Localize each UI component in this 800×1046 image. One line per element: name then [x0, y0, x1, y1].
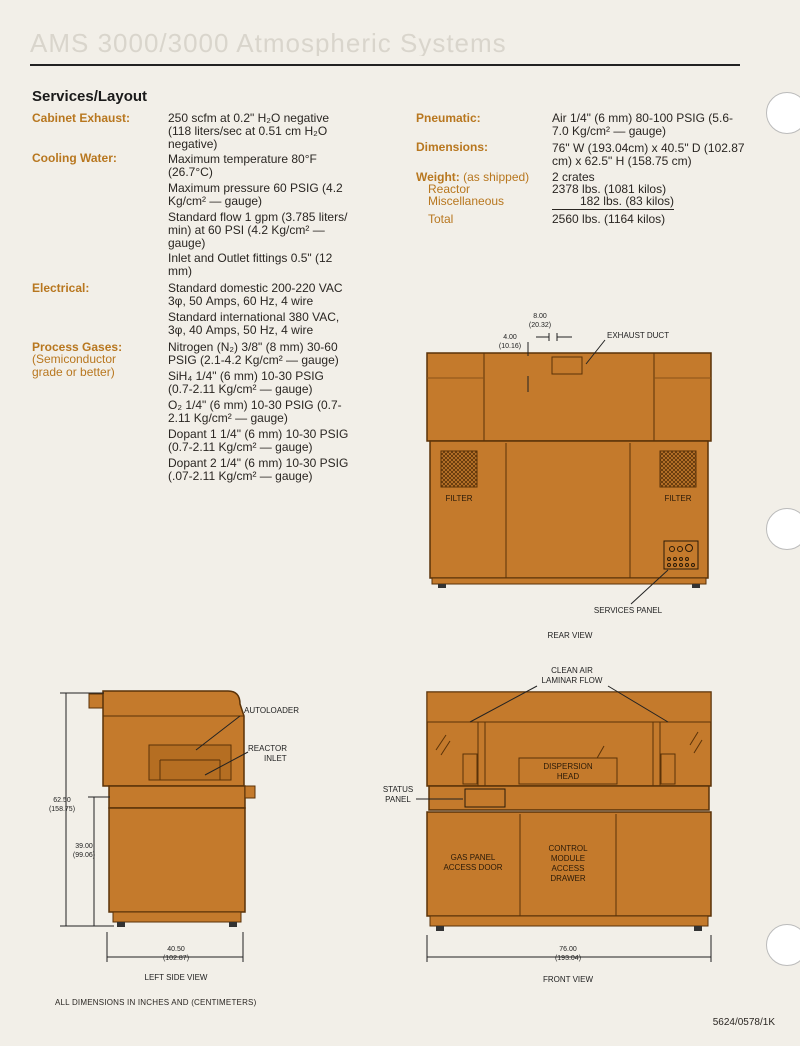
side-width: 40.50	[167, 946, 185, 953]
process-gases-note: (Semiconductor grade or better)	[32, 352, 117, 379]
front-width: 76.00	[559, 946, 577, 953]
section-title: Services/Layout	[32, 88, 148, 105]
side-height-total-cm: (158.75)	[48, 806, 76, 813]
dimensions-footnote: ALL DIMENSIONS IN INCHES AND (CENTIMETERS)	[55, 998, 257, 1007]
weight-name-misc: Miscellaneous	[428, 194, 505, 208]
reactor-inlet-label-1: REACTOR	[248, 744, 287, 753]
gas-panel-label-2: ACCESS DOOR	[443, 863, 503, 872]
label-dimensions: Dimensions:	[416, 140, 489, 154]
rear-view-caption: REAR VIEW	[547, 631, 593, 640]
weight-value-total: 2560 lbs. (1164 kilos)	[552, 212, 666, 226]
side-height-lower-cm: (99.06)	[72, 852, 96, 859]
value-cabinet-exhaust: 250 scfm at 0.2" H₂O negative (118 liters/sec at 0.51 cm H₂O negative)	[168, 111, 329, 151]
reactor-inlet-label-2: INLET	[264, 754, 287, 763]
left-side-view-drawing	[49, 691, 299, 982]
value-pneumatic: Air 1/4" (6 mm) 80-100 PSIG (5.6- 7.0 Kg/cm² — gauge)	[552, 111, 733, 138]
value-dimensions: 76" W (193.04cm) x 40.5" D (102.87 cm) x 62.5" H (158.75 cm)	[552, 141, 745, 168]
label-pneumatic: Pneumatic:	[416, 111, 481, 125]
rear-left-filter-grille	[441, 451, 477, 487]
filter-left-label: FILTER	[445, 494, 473, 503]
services-panel-label: SERVICES PANEL	[593, 606, 663, 615]
services-panel	[664, 541, 698, 569]
document-reference-number: 5624/0578/1K	[712, 1017, 775, 1028]
clean-air-label-2: LAMINAR FLOW	[541, 676, 603, 685]
filter-right-label: FILTER	[664, 494, 692, 503]
weight-value-misc: 182 lbs. (83 kilos)	[552, 195, 674, 210]
rear-right-filter-grille	[660, 451, 696, 487]
front-view-drawing	[383, 666, 711, 984]
value-cooling-flow: Standard flow 1 gpm (3.785 liters/ min) at 60 PSI (4.2 Kg/cm² — gauge)	[168, 210, 348, 250]
value-gas-nitrogen: Nitrogen (N₂) 3/8" (8 mm) 30-60 PSIG (2.1-4.2 Kg/cm² — gauge)	[168, 340, 339, 367]
clean-air-label-1: CLEAN AIR	[551, 666, 593, 675]
front-view-caption: FRONT VIEW	[542, 975, 594, 984]
dispersion-head-label-2: HEAD	[556, 772, 580, 781]
label-weight: Weight: (as shipped)	[416, 170, 530, 184]
value-cooling-fittings: Inlet and Outlet fittings 0.5" (12 mm)	[168, 251, 333, 278]
control-module-label-2: MODULE	[550, 854, 586, 863]
reactor-inlet-opening	[149, 745, 231, 780]
side-width-cm: (102.87)	[162, 955, 190, 962]
weight-name-total: Total	[428, 212, 454, 226]
gas-panel-label-1: GAS PANEL	[450, 853, 496, 862]
value-gas-o2: O₂ 1/4" (6 mm) 10-30 PSIG (0.7- 2.11 Kg/cm² — gauge)	[168, 398, 342, 425]
exhaust-duct-label: EXHAUST DUCT	[607, 331, 670, 340]
status-panel-label-1: STATUS	[382, 785, 414, 794]
side-view-caption: LEFT SIDE VIEW	[144, 973, 208, 982]
value-electrical-international: Standard international 380 VAC, 3φ, 40 Amps, 50 Hz, 4 wire	[168, 310, 340, 337]
faded-header-text: AMS 3000/3000 Atmospheric Systems	[30, 28, 507, 56]
label-cooling-water: Cooling Water:	[32, 151, 117, 165]
value-cooling-pressure: Maximum pressure 60 PSIG (4.2 Kg/cm² — gauge)	[168, 181, 343, 208]
side-height-lower: 39.00	[75, 843, 93, 850]
status-panel	[465, 789, 505, 807]
label-cabinet-exhaust: Cabinet Exhaust:	[32, 111, 131, 125]
value-electrical-domestic: Standard domestic 200-220 VAC 3φ, 50 Amps, 60 Hz, 4 wire	[168, 281, 343, 308]
front-width-cm: (193.04)	[554, 955, 582, 962]
value-gas-dopant2: Dopant 2 1/4" (6 mm) 10-30 PSIG (.07-2.11 Kg/cm² — gauge)	[168, 456, 349, 483]
autoloader-label: AUTOLOADER	[244, 706, 299, 715]
value-weight-crates: 2 crates	[552, 170, 595, 184]
rear-dim-side: 4.00	[503, 334, 517, 341]
control-module-label-1: CONTROL	[548, 844, 588, 853]
value-gas-dopant1: Dopant 1 1/4" (6 mm) 10-30 PSIG (0.7-2.11 Kg/cm² — gauge)	[168, 427, 349, 454]
rear-view-drawing	[427, 313, 711, 640]
label-process-gases: Process Gases:	[32, 340, 123, 354]
status-panel-label-2: PANEL	[385, 795, 411, 804]
control-module-label-3: ACCESS	[551, 864, 585, 873]
dispersion-head-label-1: DISPERSION	[543, 762, 593, 771]
side-height-total: 62.50	[53, 797, 71, 804]
rear-dim-top-cm: (20.32)	[528, 322, 552, 329]
value-cooling-temp: Maximum temperature 80°F (26.7°C)	[168, 152, 317, 179]
side-lower-cabinet	[109, 808, 245, 912]
control-module-label-4: DRAWER	[550, 874, 586, 883]
weight-value-reactor: 2378 lbs. (1081 kilos)	[552, 182, 667, 196]
value-gas-sih4: SiH₄ 1/4" (6 mm) 10-30 PSIG (0.7-2.11 Kg/cm² — gauge)	[168, 369, 324, 396]
rear-dim-side-cm: (10.16)	[498, 343, 522, 350]
rear-dim-top: 8.00	[533, 313, 547, 320]
weight-name-reactor: Reactor	[428, 182, 471, 196]
label-electrical: Electrical:	[32, 281, 90, 295]
exhaust-duct	[552, 357, 582, 374]
